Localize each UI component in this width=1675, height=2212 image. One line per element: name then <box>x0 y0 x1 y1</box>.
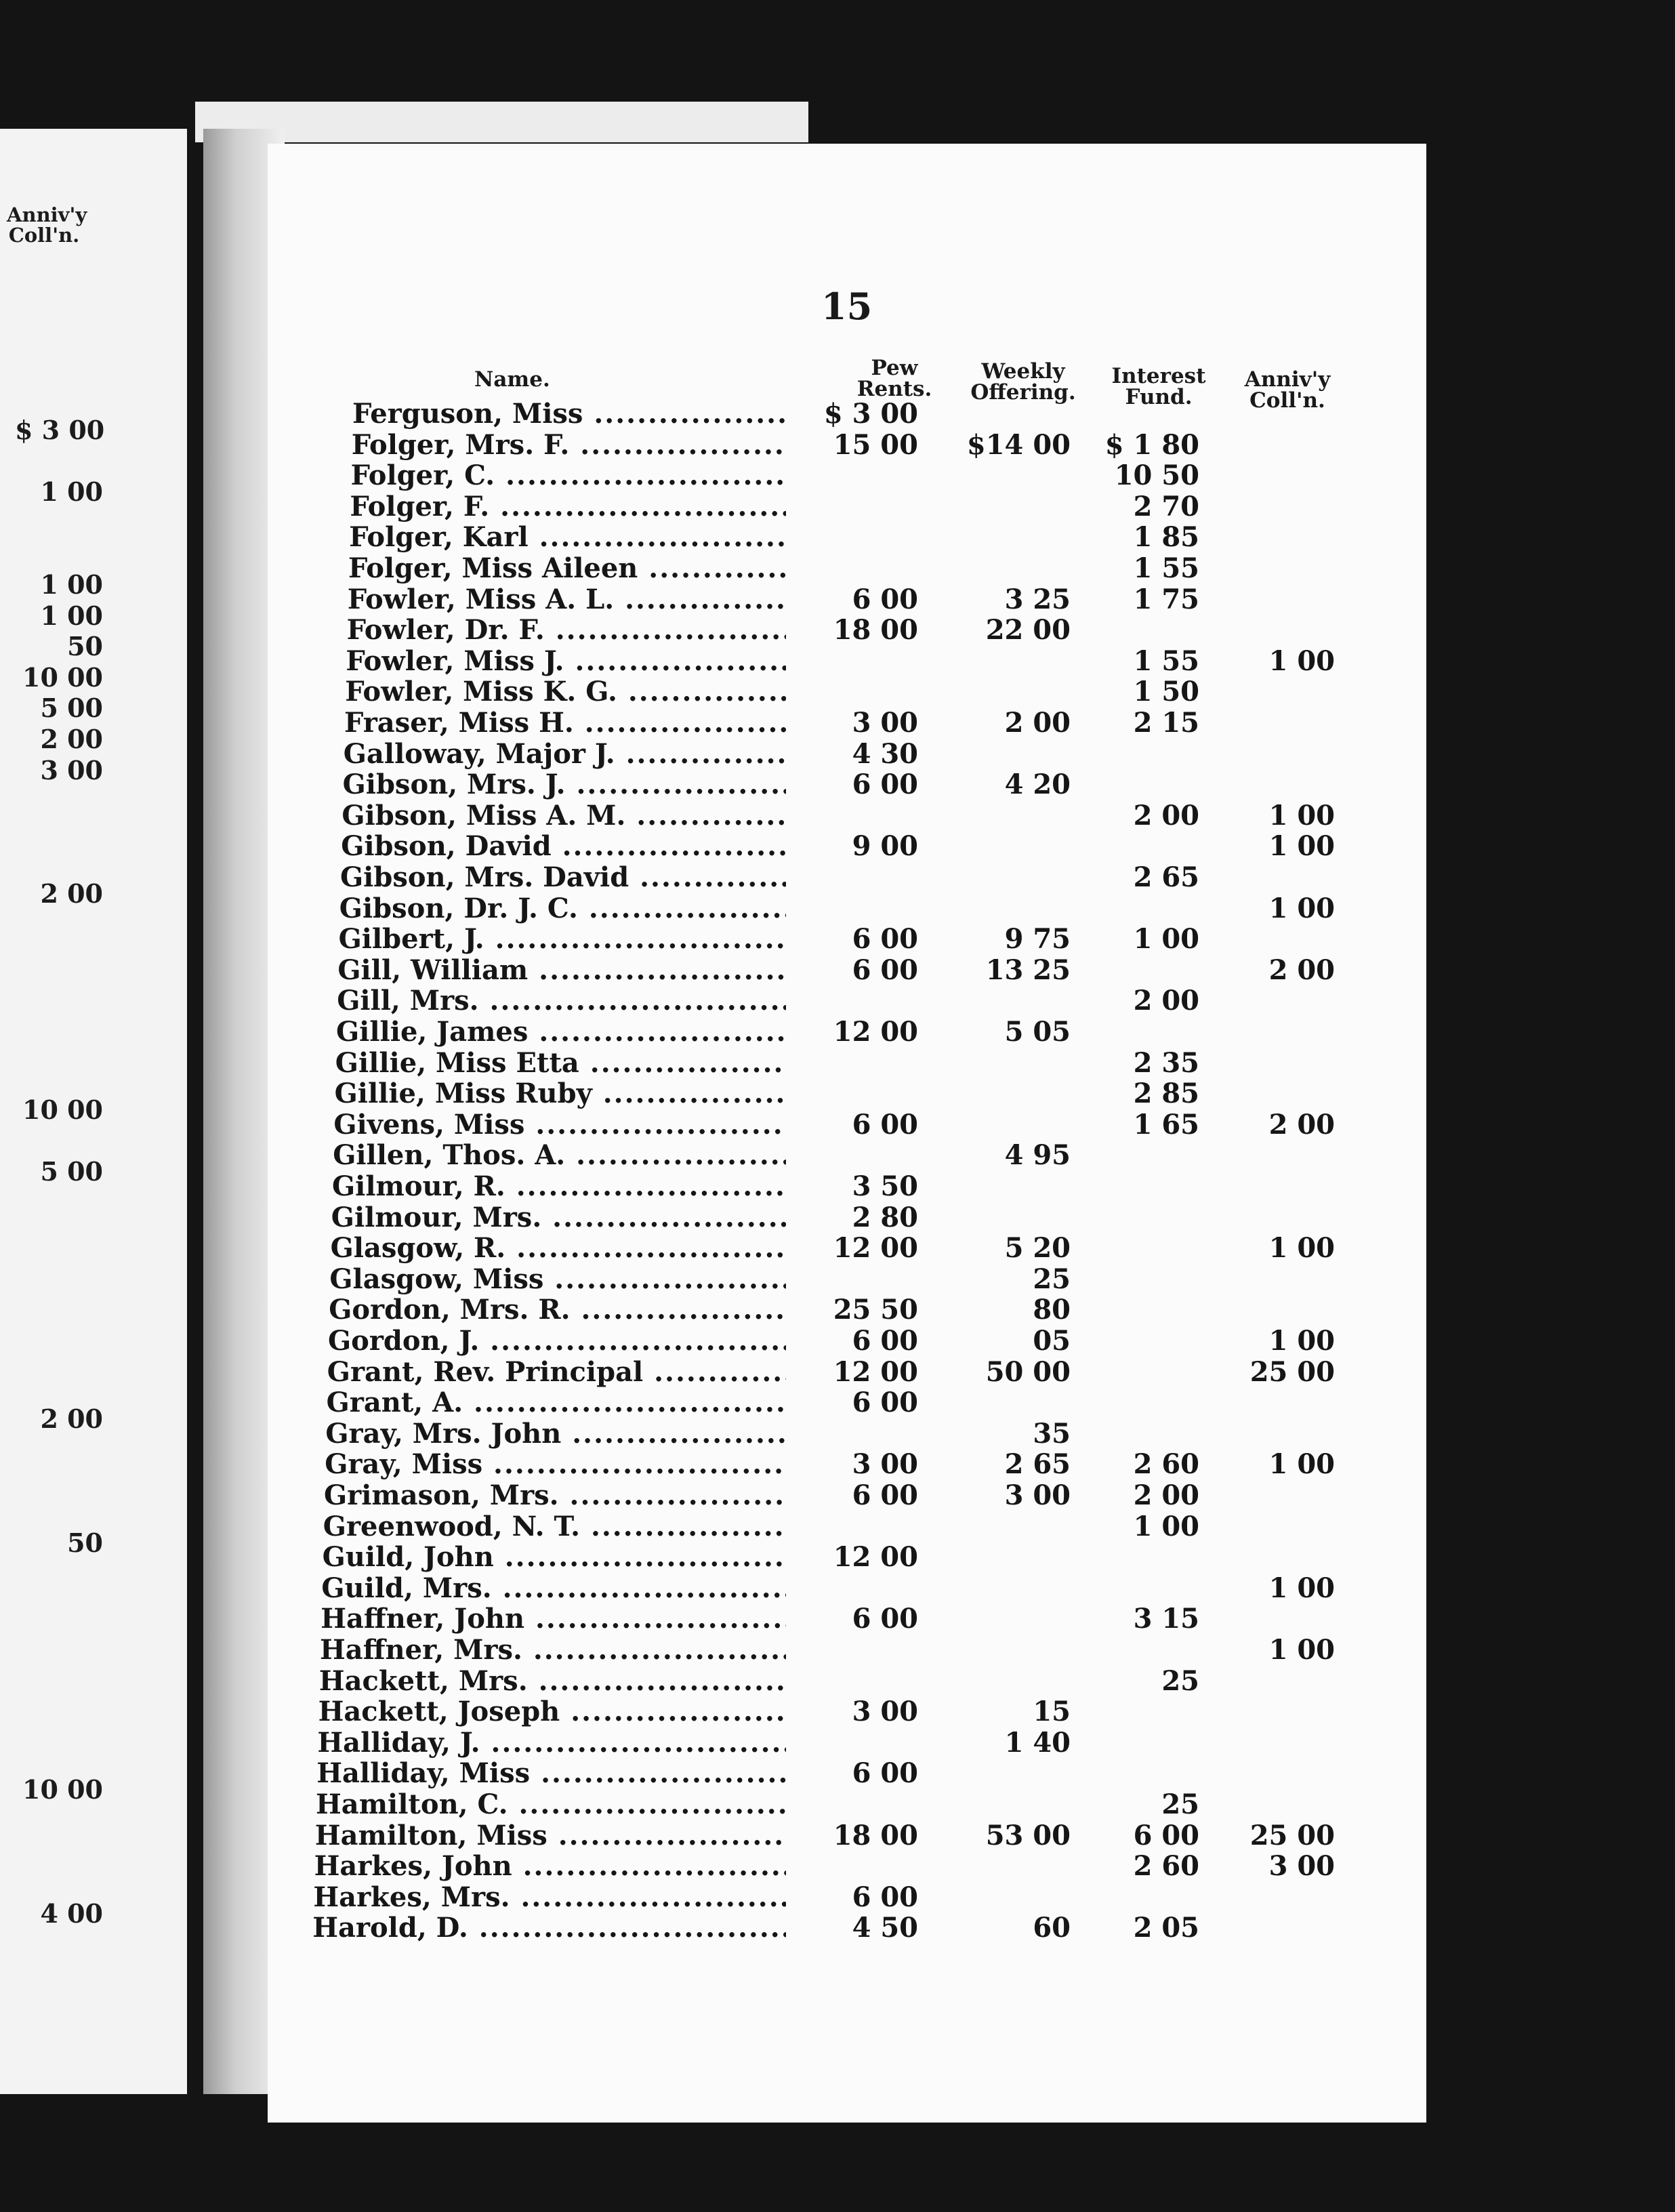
weekly-offering-cell: 1 40 <box>1004 1726 1071 1759</box>
anniv-colln-cell: 25 00 <box>1249 1355 1335 1388</box>
member-name: Greenwood, N. T. ..... <box>323 1511 786 1542</box>
weekly-offering-cell: 2 65 <box>1004 1448 1071 1481</box>
weekly-offering-cell: 5 20 <box>1004 1232 1071 1265</box>
ledger-row <box>335 1047 1352 1078</box>
interest-fund-cell: 1 85 <box>1133 521 1199 554</box>
interest-fund-cell: 2 65 <box>1133 861 1199 893</box>
header-name: Name. <box>474 367 550 392</box>
weekly-offering-cell: 60 <box>1033 1912 1071 1944</box>
weekly-offering-cell: 13 25 <box>985 954 1071 986</box>
ledger-row <box>312 1912 1329 1943</box>
pew-rents-cell: 6 00 <box>852 954 918 986</box>
ledger-row <box>350 491 1366 522</box>
ledger-row <box>327 1356 1344 1387</box>
left-anniv-value: 2 00 <box>40 724 103 754</box>
ledger-row <box>325 1418 1342 1449</box>
interest-fund-cell: 6 00 <box>1133 1819 1199 1851</box>
ledger-row <box>333 1109 1350 1140</box>
pew-rents-cell: 18 00 <box>833 1819 918 1851</box>
weekly-offering-cell: 35 <box>1033 1417 1071 1450</box>
interest-fund-cell: 1 55 <box>1133 644 1199 677</box>
member-name: Fowler, Miss K. G. ..... <box>345 676 786 708</box>
member-name: Halliday, J. ..... <box>317 1727 786 1759</box>
pew-rents-cell: 6 00 <box>852 1387 918 1419</box>
ledger-row <box>339 893 1356 924</box>
member-name: Fowler, Miss J. ..... <box>346 645 786 677</box>
pew-rents-cell: 6 00 <box>852 1757 918 1790</box>
header-weekly-offering: Weekly Offering. <box>970 359 1076 405</box>
page-top-edge <box>195 102 808 142</box>
ledger-row <box>323 1511 1340 1542</box>
weekly-offering-cell: 25 <box>1033 1263 1071 1295</box>
member-name: Glasgow, R. ..... <box>331 1232 786 1264</box>
member-name: Grant, Rev. Principal ..... <box>327 1356 786 1388</box>
interest-fund-cell: 1 65 <box>1133 1108 1199 1141</box>
pew-rents-cell: 6 00 <box>852 1108 918 1141</box>
pew-rents-cell: 2 80 <box>852 1201 918 1233</box>
interest-fund-cell: 2 05 <box>1133 1912 1199 1944</box>
anniv-colln-cell: 3 00 <box>1268 1850 1335 1883</box>
left-anniv-value: $ 3 00 <box>15 415 105 445</box>
anniv-colln-cell: 1 00 <box>1268 1232 1335 1265</box>
interest-fund-cell: 2 70 <box>1133 490 1199 523</box>
member-name: Harold, D. ..... <box>312 1912 786 1944</box>
member-name: Guild, Mrs. ..... <box>321 1572 786 1604</box>
left-anniv-value: 5 00 <box>40 1156 103 1187</box>
anniv-colln-cell: 1 00 <box>1268 1572 1335 1604</box>
member-name: Fowler, Dr. F. ..... <box>347 614 786 646</box>
ledger-row <box>346 645 1362 676</box>
left-anniv-value: 10 00 <box>22 1094 103 1126</box>
member-name: Gillie, Miss Etta ..... <box>335 1047 786 1079</box>
ledger-row <box>319 1665 1336 1696</box>
member-name: Gilmour, Mrs. ..... <box>331 1202 786 1233</box>
anniv-colln-cell: 2 00 <box>1268 1108 1335 1141</box>
weekly-offering-cell: 80 <box>1033 1294 1071 1326</box>
member-name: Gibson, Dr. J. C. ..... <box>339 893 786 924</box>
ledger-row <box>316 1757 1333 1788</box>
ledger-row <box>352 398 1369 429</box>
left-anniv-value: 10 00 <box>22 661 103 693</box>
member-name: Gillen, Thos. A. ..... <box>333 1139 786 1171</box>
anniv-colln-cell: 1 00 <box>1268 1325 1335 1357</box>
pew-rents-cell: 6 00 <box>852 769 918 801</box>
page-number: 15 <box>821 285 873 328</box>
pew-rents-cell: 12 00 <box>833 1232 918 1265</box>
ledger-row <box>351 459 1367 491</box>
ledger-row <box>320 1603 1337 1634</box>
pew-rents-cell: 25 50 <box>833 1294 918 1326</box>
member-name: Gordon, Mrs. R. ..... <box>329 1294 786 1326</box>
member-name: Harkes, Mrs. ..... <box>313 1881 786 1913</box>
interest-fund-cell: 3 15 <box>1133 1603 1199 1635</box>
left-anniv-value: 2 00 <box>40 878 103 909</box>
member-name: Folger, Mrs. F. ..... <box>352 429 786 461</box>
pew-rents-cell: 18 00 <box>833 614 918 647</box>
member-name: Haffner, John ..... <box>320 1603 786 1635</box>
member-name: Gibson, Miss A. M. ..... <box>342 800 786 832</box>
ledger-row <box>341 830 1357 861</box>
pew-rents-cell: 6 00 <box>852 583 918 615</box>
member-name: Folger, C. ..... <box>351 459 786 491</box>
ledger-row <box>348 552 1365 583</box>
anniv-colln-cell: 2 00 <box>1268 954 1335 986</box>
member-name: Folger, Miss Aileen ..... <box>348 552 786 584</box>
ledger-row <box>332 1170 1348 1202</box>
ledger-row <box>348 583 1364 615</box>
member-name: Gibson, David ..... <box>341 830 786 862</box>
ledger-row <box>331 1232 1347 1263</box>
member-name: Gordon, J. ..... <box>328 1325 786 1357</box>
ledger-row <box>314 1850 1335 1883</box>
pew-rents-cell: 12 00 <box>833 1355 918 1388</box>
member-name: Gillie, James ..... <box>336 1016 786 1048</box>
ledger-row <box>339 923 1355 954</box>
header-anniv-colln: Anniv'y Coll'n. <box>1244 367 1331 413</box>
interest-fund-cell: 1 75 <box>1133 583 1199 615</box>
anniv-colln-cell: 1 00 <box>1268 799 1335 832</box>
left-anniv-value: 5 00 <box>40 693 103 724</box>
ledger-row <box>321 1572 1338 1603</box>
ledger-row <box>335 1078 1351 1109</box>
ledger-row <box>337 985 1353 1016</box>
member-name: Grimason, Mrs. ..... <box>324 1479 786 1511</box>
anniv-colln-cell: 1 00 <box>1268 1634 1335 1666</box>
left-anniv-value: 1 00 <box>40 600 103 631</box>
ledger-row <box>344 738 1360 769</box>
ledger-row <box>343 769 1359 800</box>
member-name: Haffner, Mrs. ..... <box>320 1634 786 1666</box>
interest-fund-cell: 25 <box>1161 1664 1199 1697</box>
member-name: Gibson, Mrs. J. ..... <box>343 769 786 800</box>
pew-rents-cell: 12 00 <box>833 1541 918 1574</box>
left-anniv-header: Anniv'y Coll'n. <box>7 203 87 247</box>
member-name: Halliday, Miss ..... <box>316 1757 786 1789</box>
weekly-offering-cell: 50 00 <box>985 1355 1071 1388</box>
ledger-row <box>337 954 1354 985</box>
left-anniv-value: 50 <box>67 1527 103 1558</box>
member-name: Folger, Karl ..... <box>349 521 786 553</box>
member-name: Grant, A. ..... <box>327 1387 786 1418</box>
weekly-offering-cell: 05 <box>1033 1325 1071 1357</box>
weekly-offering-cell: 4 95 <box>1004 1139 1071 1172</box>
left-anniv-value: 4 00 <box>40 1898 103 1929</box>
pew-rents-cell: 6 00 <box>852 1881 918 1913</box>
pew-rents-cell: 3 00 <box>852 1696 918 1728</box>
member-name: Gillie, Miss Ruby ..... <box>335 1078 786 1109</box>
interest-fund-cell: 2 60 <box>1133 1448 1199 1481</box>
ledger-row <box>345 676 1361 707</box>
interest-fund-cell: 2 60 <box>1133 1850 1199 1883</box>
interest-fund-cell: 2 00 <box>1133 1479 1199 1511</box>
ledger-row <box>325 1448 1341 1479</box>
pew-rents-cell: 15 00 <box>833 428 918 461</box>
member-name: Hackett, Joseph ..... <box>318 1696 786 1727</box>
member-name: Gill, William ..... <box>337 954 786 986</box>
member-name: Gilbert, J. ..... <box>339 923 786 955</box>
ledger-row <box>327 1387 1343 1418</box>
member-name: Galloway, Major J. ..... <box>344 738 786 770</box>
left-anniv-value: 10 00 <box>22 1774 103 1805</box>
member-name: Glasgow, Miss ..... <box>329 1263 786 1295</box>
interest-fund-cell: 10 50 <box>1114 459 1199 492</box>
ledger-row <box>344 707 1361 738</box>
left-anniv-value: 2 00 <box>40 1404 103 1435</box>
member-name: Hamilton, Miss ..... <box>315 1820 786 1851</box>
member-name: Gray, Mrs. John ..... <box>325 1418 786 1450</box>
ledger-row <box>313 1881 1329 1912</box>
member-name: Givens, Miss ..... <box>333 1109 786 1141</box>
weekly-offering-cell: 22 00 <box>985 614 1071 647</box>
member-name: Gibson, Mrs. David ..... <box>340 861 786 893</box>
member-name: Ferguson, Miss ..... <box>352 398 786 430</box>
interest-fund-cell: 1 00 <box>1133 1510 1199 1542</box>
pew-rents-cell: 6 00 <box>852 1603 918 1635</box>
header-interest-fund: Interest Fund. <box>1111 364 1206 409</box>
ledger-row <box>336 1016 1352 1047</box>
weekly-offering-cell: 53 00 <box>985 1819 1071 1851</box>
member-name: Hamilton, C. ..... <box>316 1788 786 1820</box>
interest-fund-cell: 2 35 <box>1133 1046 1199 1079</box>
ledger-row <box>316 1788 1332 1820</box>
ledger-row <box>347 614 1363 645</box>
weekly-offering-cell: 9 75 <box>1004 923 1071 956</box>
ledger-row <box>314 1819 1335 1851</box>
left-anniv-value: 1 00 <box>40 476 103 508</box>
anniv-colln-cell: 1 00 <box>1268 892 1335 924</box>
left-anniv-value: 1 00 <box>40 569 103 600</box>
weekly-offering-cell: 15 <box>1033 1696 1071 1728</box>
interest-fund-cell: $ 1 80 <box>1104 428 1199 461</box>
interest-fund-cell: 1 50 <box>1133 676 1199 708</box>
ledger-row <box>320 1634 1336 1665</box>
pew-rents-cell: 9 00 <box>852 830 918 863</box>
member-name: Guild, John ..... <box>323 1541 786 1573</box>
interest-fund-cell: 2 00 <box>1133 985 1199 1017</box>
left-anniv-value: 3 00 <box>40 754 103 785</box>
pew-rents-cell: 3 00 <box>852 707 918 739</box>
member-name: Folger, F. ..... <box>350 491 786 523</box>
anniv-colln-cell: 1 00 <box>1268 1448 1335 1481</box>
interest-fund-cell: 2 00 <box>1133 799 1199 832</box>
weekly-offering-cell: $14 00 <box>966 428 1071 461</box>
pew-rents-cell: 6 00 <box>852 1479 918 1511</box>
ledger-row <box>333 1139 1349 1170</box>
pew-rents-cell: 4 30 <box>852 737 918 770</box>
ledger-row <box>349 521 1365 552</box>
interest-fund-cell: 2 85 <box>1133 1078 1199 1110</box>
member-name: Fowler, Miss A. L. ..... <box>348 583 786 615</box>
pew-rents-cell: $ 3 00 <box>823 398 918 430</box>
ledger-row <box>340 861 1357 893</box>
interest-fund-cell: 2 15 <box>1133 707 1199 739</box>
weekly-offering-cell: 3 25 <box>1004 583 1071 615</box>
weekly-offering-cell: 2 00 <box>1004 707 1071 739</box>
ledger-row <box>323 1541 1339 1572</box>
member-name: Gill, Mrs. ..... <box>337 985 786 1017</box>
ledger-row <box>318 1696 1335 1727</box>
left-anniv-value: 50 <box>67 631 103 662</box>
member-name: Harkes, John ..... <box>314 1850 786 1882</box>
weekly-offering-cell: 4 20 <box>1004 769 1071 801</box>
member-name: Hackett, Mrs. ..... <box>319 1665 786 1697</box>
member-name: Fraser, Miss H. ..... <box>344 707 786 739</box>
ledger-row <box>331 1202 1348 1233</box>
pew-rents-cell: 12 00 <box>833 1016 918 1048</box>
header-pew-rents: Pew Rents. <box>856 356 932 401</box>
anniv-colln-cell: 1 00 <box>1268 830 1335 863</box>
interest-fund-cell: 1 55 <box>1133 552 1199 584</box>
weekly-offering-cell: 3 00 <box>1004 1479 1071 1511</box>
pew-rents-cell: 6 00 <box>852 1325 918 1357</box>
ledger-row <box>328 1325 1344 1356</box>
anniv-colln-cell: 25 00 <box>1249 1819 1335 1851</box>
interest-fund-cell: 25 <box>1161 1788 1199 1820</box>
member-name: Gray, Miss ..... <box>325 1448 786 1480</box>
ledger-row <box>342 800 1358 831</box>
anniv-colln-cell: 1 00 <box>1268 644 1335 677</box>
weekly-offering-cell: 5 05 <box>1004 1016 1071 1048</box>
ledger-row <box>324 1479 1340 1511</box>
ledger-row <box>317 1727 1333 1758</box>
pew-rents-cell: 6 00 <box>852 923 918 956</box>
pew-rents-cell: 3 00 <box>852 1448 918 1481</box>
pew-rents-cell: 3 50 <box>852 1170 918 1202</box>
ledger-row <box>329 1263 1346 1294</box>
member-name: Gilmour, R. ..... <box>332 1170 786 1202</box>
ledger-row <box>352 429 1368 460</box>
pew-rents-cell: 4 50 <box>852 1912 918 1944</box>
ledger-row <box>329 1294 1345 1325</box>
interest-fund-cell: 1 00 <box>1133 923 1199 956</box>
